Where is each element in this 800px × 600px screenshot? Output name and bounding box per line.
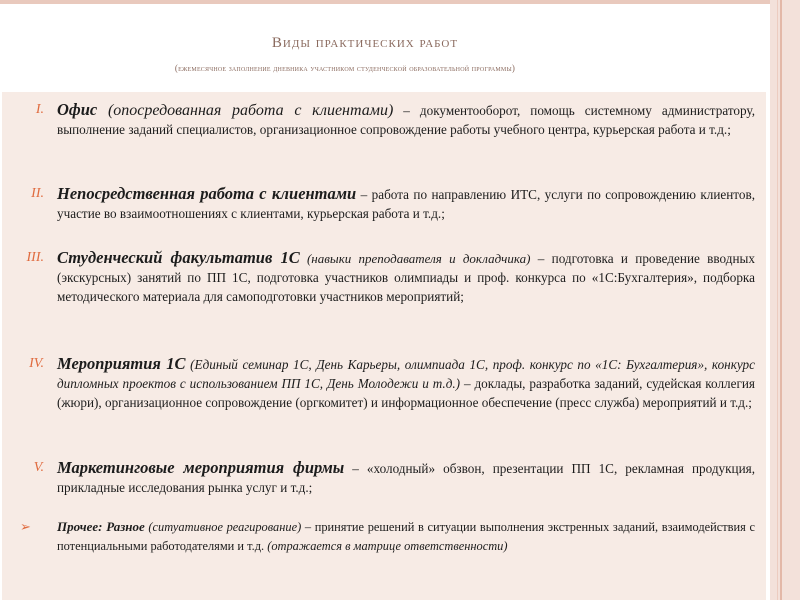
list-item-text xyxy=(57,248,755,306)
item-heading: Мероприятия 1С xyxy=(57,354,186,373)
top-border xyxy=(0,0,800,4)
item-heading: Непосредственная работа с клиентами xyxy=(57,184,357,203)
list-marker: IV. xyxy=(29,356,44,371)
item-heading: Офис xyxy=(57,100,98,119)
list-item-text xyxy=(57,354,755,412)
slide-subtitle: (ежемесячное заполнение дневника участником студенческой образовательной программы) xyxy=(174,63,516,73)
right-border-line xyxy=(780,0,782,600)
right-border xyxy=(770,0,800,600)
list-marker: V. xyxy=(33,460,44,475)
item-heading: Студенческий факультатив 1С xyxy=(57,248,300,267)
item-heading: Прочее: Разное xyxy=(57,519,145,534)
item-body: – документооборот, помощь системному администратору, выполнение заданий специалистов, организационное сопровождение работы учебного центра, курьерская работа и т.д.; xyxy=(57,103,756,137)
list-item-text xyxy=(57,100,755,139)
item-paren: (навыки преподавателя и докладчика) xyxy=(299,251,531,266)
arrow-bullet-icon: ➢ xyxy=(20,519,31,534)
item-paren: (опосредованная работа с клиентами) xyxy=(97,102,394,119)
slide-title: Виды практических работ xyxy=(271,35,459,51)
content-panel xyxy=(2,92,766,600)
list-item-text xyxy=(57,184,755,223)
list-item-text xyxy=(57,458,755,497)
item-body: – доклады, разработка заданий, судейская коллегия (жюри), организационное сопровождение (оргкомитет) и информационное обеспечение (пресс служба) мероприятий и т.д.; xyxy=(57,376,755,410)
list-marker: I. xyxy=(35,102,44,117)
list-marker: III. xyxy=(26,250,44,265)
item-body: – «холодный» обзвон, презентации ПП 1С, рекламная продукция, прикладные исследования рынка услуг и т.д.; xyxy=(57,461,756,495)
item-body: – подготовка и проведение вводных (экскурсных) занятий по ПП 1С, подготовка участников олимпиады и проф. конкурса по «1С:Бухгалтерия», подборка методического материала для самоподготовки участников мероприятий; xyxy=(57,251,755,304)
item-heading: Маркетинговые мероприятия фирмы xyxy=(57,458,345,477)
list-marker: II. xyxy=(31,186,44,201)
list-item-text xyxy=(57,518,755,555)
item-body: – принятие решений в ситуации выполнения экстренных заданий, взаимодействия с потенциальными работодателями и т.д. xyxy=(57,520,755,553)
right-border-line xyxy=(777,0,778,600)
item-body: – работа по направлению ИТС, услуги по сопровождению клиентов, участие во взаимоотношениях с клиентами, курьерская работа и т.д.; xyxy=(57,187,755,221)
item-paren: (ситуативное реагирование) xyxy=(144,520,302,534)
item-tail: (отражается в матрице ответственности) xyxy=(267,538,508,553)
item-paren: (Единый семинар 1С, День Карьеры, олимпиада 1С, проф. конкурс по «1С: Бухгалтерия», конкурс дипломных проектов с использованием ПП 1С, День Молодежи и т.д.) xyxy=(57,357,756,391)
